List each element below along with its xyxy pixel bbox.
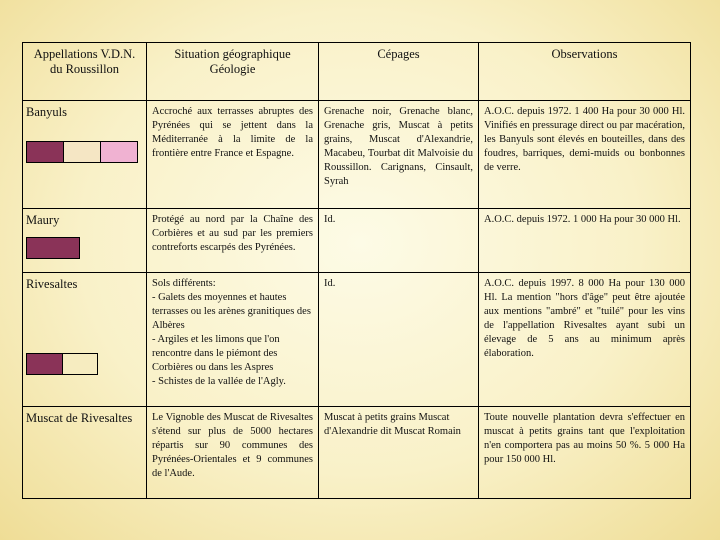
appellation-cell [23, 407, 147, 499]
appellations-table [22, 42, 691, 499]
color-swatch [63, 354, 98, 374]
appellation-name: Banyuls [26, 105, 67, 119]
color-swatches [26, 237, 80, 259]
header-observations: Observations [479, 43, 691, 101]
color-swatch [27, 354, 63, 374]
header-row [23, 43, 691, 101]
color-swatch [64, 142, 101, 162]
observations-cell: Toute nouvelle plantation devra s'effectuer en muscat à petits grains tant que l'exploitation n'en comportera pas au moins 50 %. 5 000 Ha pour 150 000 Hl. [479, 407, 691, 499]
color-swatch [27, 142, 64, 162]
table-row [23, 209, 691, 273]
color-swatch [101, 142, 137, 162]
cepages-cell: Id. [319, 209, 479, 273]
header-appellations: Appellations V.D.N. du Roussillon [23, 43, 147, 101]
color-swatch [27, 238, 79, 258]
table-row [23, 273, 691, 407]
table-row [23, 101, 691, 209]
appellation-name: Rivesaltes [26, 277, 78, 291]
appellation-name: Maury [26, 213, 60, 227]
observations-cell: A.O.C. depuis 1972. 1 000 Ha pour 30 000 Hl. [479, 209, 691, 273]
color-swatches [26, 353, 98, 375]
situation-cell: Le Vignoble des Muscat de Rivesaltes s'étend sur plus de 5000 hectares répartis sur 90 communes des Pyrénées-Orientales et 9 communes de l'Aude. [147, 407, 319, 499]
observations-cell: A.O.C. depuis 1972. 1 400 Ha pour 30 000 Hl. Vinifiés en pressurage direct ou par macération, les Banyuls sont élevés en bouteilles, dans des foudres, barriques, demi-muids ou bonbonnes de verre. [479, 101, 691, 209]
observations-cell: A.O.C. depuis 1997. 8 000 Ha pour 130 000 Hl. La mention "hors d'âge" peut être ajoutée aux mentions "ambré" et "tuilé" pour les vins de l'appellation Rivesaltes ayant subi un élevage de 5 ans au minimum après élaboration. [479, 273, 691, 407]
appellation-name: Muscat de Rivesaltes [26, 411, 133, 425]
table-row [23, 407, 691, 499]
cepages-cell: Grenache noir, Grenache blanc, Grenache gris, Muscat à petits grains, Muscat d'Alexandrie, Macabeu, Tourbat dit Malvoisie du Roussillon. Carignans, Cinsault, Syrah [319, 101, 479, 209]
situation-cell: Protégé au nord par la Chaîne des Corbières et au sud par les premiers contreforts escarpés des Pyrénées. [147, 209, 319, 273]
appellation-cell [23, 209, 147, 273]
appellation-cell [23, 101, 147, 209]
appellation-cell [23, 273, 147, 407]
color-swatches [26, 141, 138, 163]
situation-cell: Sols différents: - Galets des moyennes et hautes terrasses ou les arènes granitiques des Albères - Argiles et les limons que l'on rencontre dans le piémont des Corbières ou dans les Aspres - Schistes de la vallée de l'Agly. [147, 273, 319, 407]
situation-cell: Accroché aux terrasses abruptes des Pyrénées qui se jettent dans la Méditerranée à la limite de la frontière entre France et Espagne. [147, 101, 319, 209]
header-cepages: Cépages [319, 43, 479, 101]
appellations-table-container [22, 42, 690, 499]
cepages-cell: Muscat à petits grains Muscat d'Alexandrie dit Muscat Romain [319, 407, 479, 499]
cepages-cell: Id. [319, 273, 479, 407]
header-situation: Situation géographique Géologie [147, 43, 319, 101]
